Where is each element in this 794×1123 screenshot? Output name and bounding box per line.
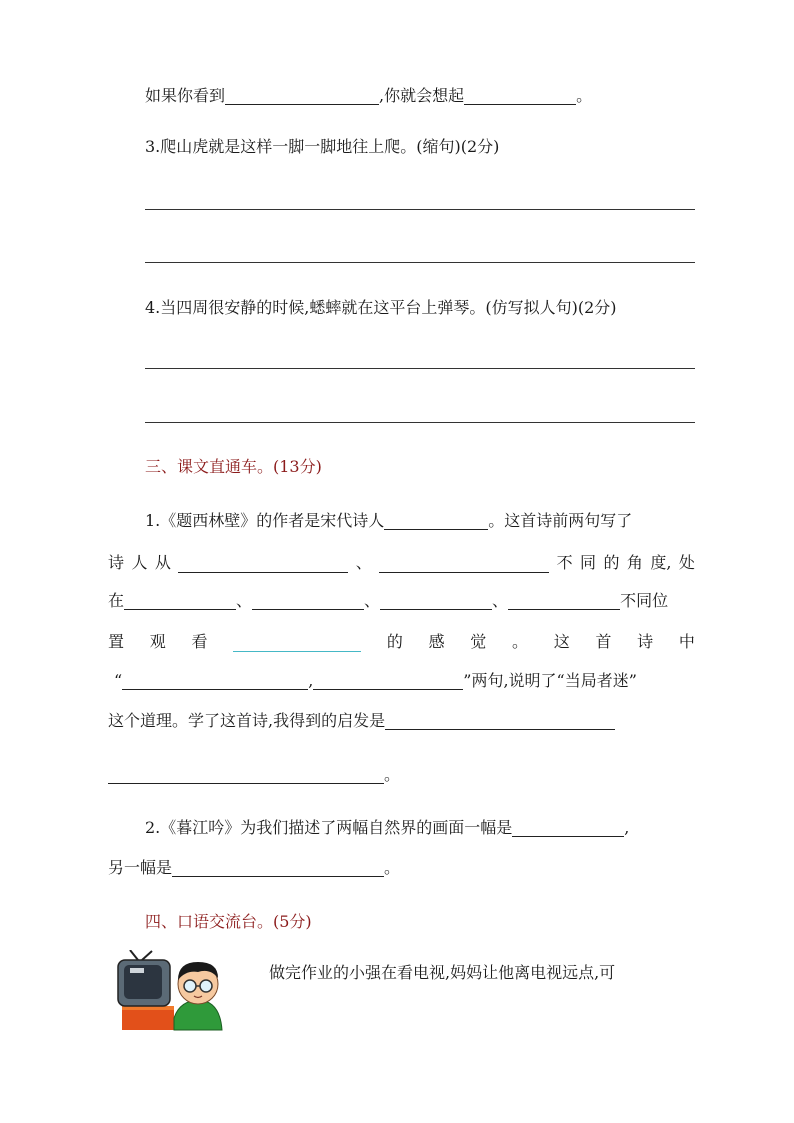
text: 人 (131, 553, 148, 572)
text: 看 (191, 632, 208, 651)
text: 首 (595, 632, 612, 651)
text: 不同位 (620, 591, 669, 610)
answer-blank[interactable] (385, 713, 615, 730)
s4-text: 做完作业的小强在看电视,妈妈让他离电视远点,可 (269, 963, 616, 982)
s3-q1-line4 (108, 630, 695, 652)
s3-q1-line6 (108, 711, 615, 731)
text: 同 (580, 553, 597, 572)
boy-watching-tv-illustration (108, 950, 226, 1032)
s3-q2-line2 (108, 858, 400, 878)
text: 观 (149, 632, 166, 651)
text: 角 (626, 553, 643, 572)
s3-q1-line7 (108, 765, 400, 785)
text: 、 (355, 553, 372, 572)
text: 另一幅是 (108, 858, 173, 877)
answer-blank[interactable] (172, 860, 384, 877)
text: 度, (650, 553, 672, 572)
text: 的 (603, 553, 620, 572)
answer-blank[interactable] (233, 635, 361, 652)
text: , (624, 818, 630, 837)
text: 。这首诗前两句写了 (488, 511, 633, 530)
answer-blank[interactable] (508, 593, 620, 610)
answer-blank[interactable] (124, 593, 236, 610)
answer-blank[interactable] (252, 593, 364, 610)
text: , (308, 671, 314, 690)
text: 不 (556, 553, 573, 572)
answer-line[interactable] (145, 262, 695, 263)
text: 这个道理。学了这首诗,我得到的启发是 (108, 711, 386, 730)
text: 中 (678, 632, 695, 651)
text: 、 (492, 591, 509, 610)
answer-line[interactable] (145, 209, 695, 210)
text: 诗 (108, 553, 125, 572)
text: 1.《题西林壁》的作者是宋代诗人 (145, 511, 385, 530)
answer-blank[interactable] (313, 673, 463, 690)
text: 的 (386, 632, 403, 651)
text: ”两句,说明了“当局者迷” (463, 671, 637, 690)
question-3: 3.爬山虎就是这样一脚一脚地往上爬。(缩句)(2分) (145, 137, 500, 156)
text: 觉 (470, 632, 487, 651)
s3-q1-line3 (108, 591, 668, 611)
text: 诗 (637, 632, 654, 651)
text: 。 (576, 86, 593, 105)
s3-q1-line1 (145, 511, 632, 531)
answer-line[interactable] (145, 368, 695, 369)
s3-q1-line2 (108, 551, 695, 573)
answer-blank[interactable] (122, 673, 308, 690)
text: 如果你看到 (145, 86, 226, 105)
answer-blank[interactable] (178, 556, 348, 573)
text: 置 (108, 632, 125, 651)
s3-q2-line1 (145, 818, 629, 838)
text: 在 (108, 591, 125, 610)
answer-blank[interactable] (108, 767, 384, 784)
text: 感 (428, 632, 445, 651)
text: 。 (384, 765, 401, 784)
answer-blank[interactable] (225, 88, 379, 105)
text: 处 (678, 553, 695, 572)
answer-blank[interactable] (512, 820, 624, 837)
text: “ (114, 671, 123, 690)
text: ,你就会想起 (379, 86, 465, 105)
answer-blank[interactable] (384, 513, 488, 530)
section-title: 四、口语交流台。(5分) (145, 912, 312, 931)
text: 这 (553, 632, 570, 651)
tv-icon (108, 950, 226, 1032)
answer-blank[interactable] (464, 88, 576, 105)
answer-blank[interactable] (379, 556, 549, 573)
text: 从 (154, 553, 171, 572)
text: 。 (512, 632, 529, 651)
text: 2.《暮江吟》为我们描述了两幅自然界的画面一幅是 (145, 818, 513, 837)
text: 。 (384, 858, 401, 877)
question-4: 4.当四周很安静的时候,蟋蟀就在这平台上弹琴。(仿写拟人句)(2分) (145, 298, 617, 317)
section-title: 三、课文直通车。(13分) (145, 457, 322, 476)
answer-blank[interactable] (380, 593, 492, 610)
s3-q1-line5 (114, 671, 637, 691)
text: 、 (236, 591, 253, 610)
fill-line-if-see (145, 86, 592, 106)
text: 、 (364, 591, 381, 610)
answer-line[interactable] (145, 422, 695, 423)
